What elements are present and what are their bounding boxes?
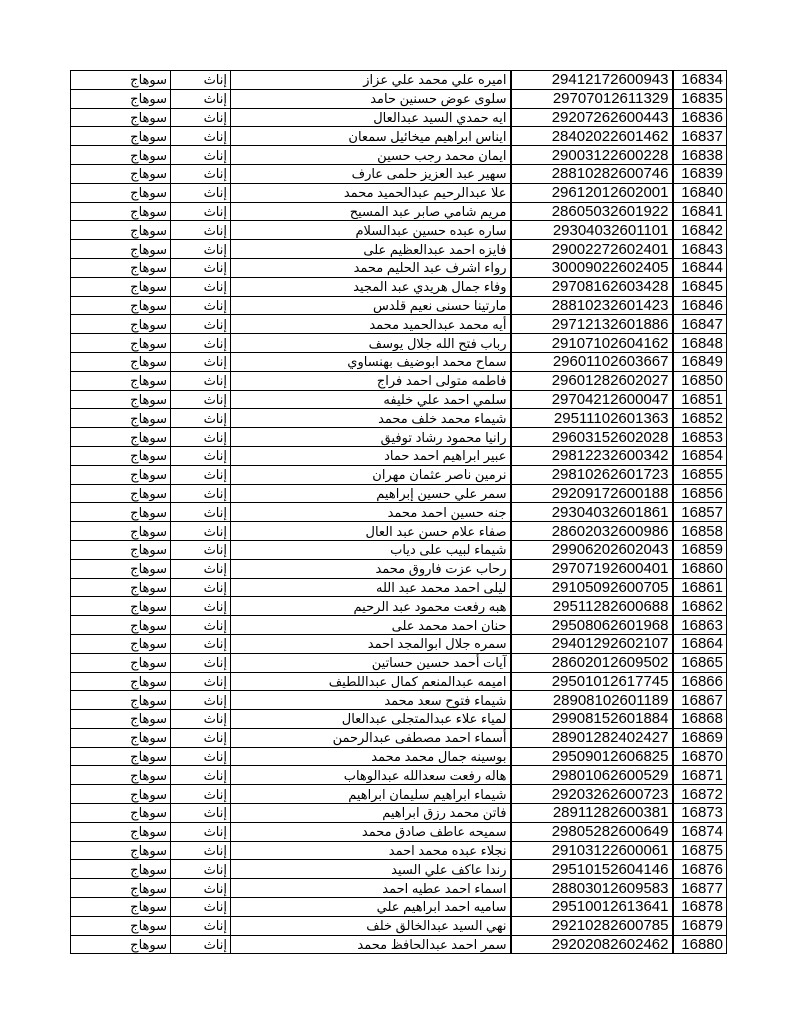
governorate-cell: سوهاج (71, 616, 171, 635)
national-id-cell: 28908102601189 (511, 691, 673, 710)
governorate-cell: سوهاج (71, 221, 171, 240)
gender-cell: إناث (171, 89, 231, 108)
name-cell: مريم شامي صابر عبد المسيح (231, 202, 511, 221)
national-id-cell: 29501012617745 (511, 672, 673, 691)
national-id-cell: 29105092600705 (511, 578, 673, 597)
name-cell: سمر احمد عبدالحافظ محمد (231, 935, 511, 954)
gender-cell: إناث (171, 334, 231, 353)
serial-number-cell: 16858 (673, 522, 727, 541)
serial-number-cell: 16853 (673, 428, 727, 447)
table-row (71, 258, 727, 277)
gender-cell: إناث (171, 221, 231, 240)
serial-number-cell: 16857 (673, 503, 727, 522)
governorate-cell: سوهاج (71, 841, 171, 860)
governorate-cell: سوهاج (71, 822, 171, 841)
table-row (71, 935, 727, 954)
table-row (71, 221, 727, 240)
national-id-cell: 28605032601922 (511, 202, 673, 221)
table-row (71, 634, 727, 653)
gender-cell: إناث (171, 352, 231, 371)
governorate-cell: سوهاج (71, 277, 171, 296)
table-row (71, 578, 727, 597)
table-row (71, 315, 727, 334)
gender-cell: إناث (171, 616, 231, 635)
gender-cell: إناث (171, 578, 231, 597)
name-cell: سلوى عوض حسنين حامد (231, 89, 511, 108)
name-cell: سلمي احمد علي خليفه (231, 390, 511, 409)
serial-number-cell: 16869 (673, 728, 727, 747)
governorate-cell: سوهاج (71, 522, 171, 541)
gender-cell: إناث (171, 465, 231, 484)
name-cell: نجلاء عبده محمد احمد (231, 841, 511, 860)
name-cell: ايناس ابراهيم ميخائيل سمعان (231, 127, 511, 146)
national-id-cell: 29908152601884 (511, 710, 673, 729)
governorate-cell: سوهاج (71, 916, 171, 935)
governorate-cell: سوهاج (71, 578, 171, 597)
serial-number-cell: 16842 (673, 221, 727, 240)
gender-cell: إناث (171, 916, 231, 935)
national-id-cell: 29304032601861 (511, 503, 673, 522)
table-row (71, 691, 727, 710)
table-row (71, 860, 727, 879)
serial-number-cell: 16846 (673, 296, 727, 315)
national-id-cell: 29801062600529 (511, 766, 673, 785)
governorate-cell: سوهاج (71, 540, 171, 559)
governorate-cell: سوهاج (71, 89, 171, 108)
gender-cell: إناث (171, 390, 231, 409)
name-cell: شيماء لبيب على دياب (231, 540, 511, 559)
serial-number-cell: 16860 (673, 559, 727, 578)
national-id-cell: 29601102603667 (511, 352, 673, 371)
governorate-cell: سوهاج (71, 258, 171, 277)
serial-number-cell: 16873 (673, 804, 727, 823)
serial-number-cell: 16880 (673, 935, 727, 954)
governorate-cell: سوهاج (71, 728, 171, 747)
national-id-cell: 29712132601886 (511, 315, 673, 334)
governorate-cell: سوهاج (71, 672, 171, 691)
governorate-cell: سوهاج (71, 785, 171, 804)
name-cell: اسماء احمد عطيه احمد (231, 879, 511, 898)
name-cell: ايه حمدي السيد عبدالعال (231, 108, 511, 127)
national-id-cell: 28402022601462 (511, 127, 673, 146)
governorate-cell: سوهاج (71, 334, 171, 353)
name-cell: ساميه احمد ابراهيم علي (231, 898, 511, 917)
table-row (71, 522, 727, 541)
name-cell: جنه حسين احمد محمد (231, 503, 511, 522)
national-id-cell: 29002272602401 (511, 240, 673, 259)
national-id-cell: 29810262601723 (511, 465, 673, 484)
governorate-cell: سوهاج (71, 710, 171, 729)
serial-number-cell: 16865 (673, 653, 727, 672)
serial-number-cell: 16855 (673, 465, 727, 484)
name-cell: شيماء محمد خلف محمد (231, 409, 511, 428)
serial-number-cell: 16867 (673, 691, 727, 710)
table-row (71, 465, 727, 484)
governorate-cell: سوهاج (71, 747, 171, 766)
table-row (71, 879, 727, 898)
name-cell: نهي السيد عبدالخالق خلف (231, 916, 511, 935)
gender-cell: إناث (171, 653, 231, 672)
table-row (71, 804, 727, 823)
serial-number-cell: 16848 (673, 334, 727, 353)
gender-cell: إناث (171, 522, 231, 541)
governorate-cell: سوهاج (71, 315, 171, 334)
table-row (71, 409, 727, 428)
national-id-cell: 28803012609583 (511, 879, 673, 898)
serial-number-cell: 16851 (673, 390, 727, 409)
national-id-cell: 29603152602028 (511, 428, 673, 447)
serial-number-cell: 16843 (673, 240, 727, 259)
table-row (71, 428, 727, 447)
governorate-cell: سوهاج (71, 503, 171, 522)
national-id-cell: 29707012611329 (511, 89, 673, 108)
gender-cell: إناث (171, 409, 231, 428)
serial-number-cell: 16849 (673, 352, 727, 371)
gender-cell: إناث (171, 691, 231, 710)
gender-cell: إناث (171, 240, 231, 259)
governorate-cell: سوهاج (71, 898, 171, 917)
serial-number-cell: 16871 (673, 766, 727, 785)
table-row (71, 446, 727, 465)
governorate-cell: سوهاج (71, 653, 171, 672)
gender-cell: إناث (171, 710, 231, 729)
gender-cell: إناث (171, 202, 231, 221)
table-row (71, 653, 727, 672)
table-row (71, 540, 727, 559)
national-id-cell: 29612012602001 (511, 183, 673, 202)
national-id-cell: 29511102601363 (511, 409, 673, 428)
gender-cell: إناث (171, 804, 231, 823)
name-cell: اميمه عبدالمنعم كمال عبداللطيف (231, 672, 511, 691)
governorate-cell: سوهاج (71, 879, 171, 898)
national-id-cell: 29210282600785 (511, 916, 673, 935)
gender-cell: إناث (171, 841, 231, 860)
table-row (71, 503, 727, 522)
serial-number-cell: 16872 (673, 785, 727, 804)
serial-number-cell: 16838 (673, 146, 727, 165)
national-id-cell: 29207262600443 (511, 108, 673, 127)
gender-cell: إناث (171, 446, 231, 465)
national-id-cell: 29304032601101 (511, 221, 673, 240)
gender-cell: إناث (171, 597, 231, 616)
gender-cell: إناث (171, 258, 231, 277)
gender-cell: إناث (171, 371, 231, 390)
governorate-cell: سوهاج (71, 409, 171, 428)
name-cell: ساره عبده حسين عبدالسلام (231, 221, 511, 240)
gender-cell: إناث (171, 785, 231, 804)
table-row (71, 728, 727, 747)
name-cell: بوسينه جمال محمد محمد (231, 747, 511, 766)
national-id-cell: 29412172600943 (511, 71, 673, 90)
national-id-cell: 29707192600401 (511, 559, 673, 578)
table-row (71, 352, 727, 371)
table-row (71, 747, 727, 766)
serial-number-cell: 16840 (673, 183, 727, 202)
national-id-cell: 29107102604162 (511, 334, 673, 353)
governorate-cell: سوهاج (71, 127, 171, 146)
name-cell: ايمان محمد رجب حسين (231, 146, 511, 165)
gender-cell: إناث (171, 559, 231, 578)
national-id-cell: 29708162603428 (511, 277, 673, 296)
name-cell: سمر علي حسين إبراهيم (231, 484, 511, 503)
governorate-cell: سوهاج (71, 428, 171, 447)
serial-number-cell: 16854 (673, 446, 727, 465)
gender-cell: إناث (171, 879, 231, 898)
table-row (71, 785, 727, 804)
gender-cell: إناث (171, 296, 231, 315)
table-row (71, 898, 727, 917)
governorate-cell: سوهاج (71, 691, 171, 710)
name-cell: حنان احمد محمد على (231, 616, 511, 635)
serial-number-cell: 16861 (673, 578, 727, 597)
gender-cell: إناث (171, 747, 231, 766)
gender-cell: إناث (171, 766, 231, 785)
serial-number-cell: 16839 (673, 164, 727, 183)
name-cell: فاتن محمد رزق ابراهيم (231, 804, 511, 823)
table-row (71, 559, 727, 578)
serial-number-cell: 16863 (673, 616, 727, 635)
governorate-cell: سوهاج (71, 559, 171, 578)
national-id-cell: 29103122600061 (511, 841, 673, 860)
governorate-cell: سوهاج (71, 390, 171, 409)
name-cell: ليلى احمد محمد عبد الله (231, 578, 511, 597)
governorate-cell: سوهاج (71, 352, 171, 371)
gender-cell: إناث (171, 71, 231, 90)
name-cell: سماح محمد ابوضيف بهنساوي (231, 352, 511, 371)
name-cell: رحاب عزت فاروق محمد (231, 559, 511, 578)
gender-cell: إناث (171, 540, 231, 559)
table-row (71, 822, 727, 841)
national-id-cell: 29509012606825 (511, 747, 673, 766)
table-row (71, 916, 727, 935)
table-row (71, 484, 727, 503)
governorate-cell: سوهاج (71, 371, 171, 390)
governorate-cell: سوهاج (71, 465, 171, 484)
gender-cell: إناث (171, 315, 231, 334)
national-id-cell: 28810232601423 (511, 296, 673, 315)
table-row (71, 597, 727, 616)
name-cell: علا عبدالرحيم عبدالحميد محمد (231, 183, 511, 202)
gender-cell: إناث (171, 634, 231, 653)
serial-number-cell: 16859 (673, 540, 727, 559)
table-row (71, 108, 727, 127)
name-cell: سميحه عاطف صادق محمد (231, 822, 511, 841)
name-cell: فاطمه متولى احمد فراج (231, 371, 511, 390)
gender-cell: إناث (171, 108, 231, 127)
governorate-cell: سوهاج (71, 860, 171, 879)
name-cell: نرمين ناصر عثمان مهران (231, 465, 511, 484)
name-cell: آيات أحمد حسين حساتين (231, 653, 511, 672)
gender-cell: إناث (171, 127, 231, 146)
governorate-cell: سوهاج (71, 804, 171, 823)
gender-cell: إناث (171, 164, 231, 183)
gender-cell: إناث (171, 935, 231, 954)
name-cell: اميره علي محمد علي عزاز (231, 71, 511, 90)
national-id-cell: 29510012613641 (511, 898, 673, 917)
table-row (71, 841, 727, 860)
gender-cell: إناث (171, 860, 231, 879)
national-id-cell: 29203262600723 (511, 785, 673, 804)
serial-number-cell: 16837 (673, 127, 727, 146)
national-id-cell: 29510152604146 (511, 860, 673, 879)
serial-number-cell: 16868 (673, 710, 727, 729)
governorate-cell: سوهاج (71, 146, 171, 165)
serial-number-cell: 16874 (673, 822, 727, 841)
name-cell: سمره جلال ابوالمجد احمد (231, 634, 511, 653)
table-row (71, 240, 727, 259)
serial-number-cell: 16844 (673, 258, 727, 277)
name-cell: رندا عاكف علي السيد (231, 860, 511, 879)
serial-number-cell: 16834 (673, 71, 727, 90)
records-table-body (71, 71, 727, 954)
name-cell: لمياء علاء عبدالمتجلى عبدالعال (231, 710, 511, 729)
national-id-cell: 29202082602462 (511, 935, 673, 954)
serial-number-cell: 16864 (673, 634, 727, 653)
name-cell: أيه محمد عبدالحميد محمد (231, 315, 511, 334)
table-row (71, 183, 727, 202)
name-cell: سهير عبد العزيز حلمى عارف (231, 164, 511, 183)
name-cell: صفاء علام حسن عبد العال (231, 522, 511, 541)
governorate-cell: سوهاج (71, 164, 171, 183)
gender-cell: إناث (171, 277, 231, 296)
gender-cell: إناث (171, 822, 231, 841)
table-row (71, 296, 727, 315)
serial-number-cell: 16870 (673, 747, 727, 766)
national-id-cell: 28810282600746 (511, 164, 673, 183)
serial-number-cell: 16852 (673, 409, 727, 428)
serial-number-cell: 16879 (673, 916, 727, 935)
serial-number-cell: 16866 (673, 672, 727, 691)
gender-cell: إناث (171, 898, 231, 917)
serial-number-cell: 16841 (673, 202, 727, 221)
national-id-cell: 29906202602043 (511, 540, 673, 559)
gender-cell: إناث (171, 503, 231, 522)
gender-cell: إناث (171, 146, 231, 165)
name-cell: هبه رفعت محمود عبد الرحيم (231, 597, 511, 616)
name-cell: رواء اشرف عبد الحليم محمد (231, 258, 511, 277)
governorate-cell: سوهاج (71, 766, 171, 785)
table-row (71, 127, 727, 146)
table-row (71, 672, 727, 691)
serial-number-cell: 16875 (673, 841, 727, 860)
national-id-cell: 29401292602107 (511, 634, 673, 653)
governorate-cell: سوهاج (71, 446, 171, 465)
table-row (71, 710, 727, 729)
table-row (71, 277, 727, 296)
name-cell: أسماء احمد مصطفى عبدالرحمن (231, 728, 511, 747)
name-cell: فايزه احمد عبدالعظيم على (231, 240, 511, 259)
table-row (71, 390, 727, 409)
national-id-cell: 29812232600342 (511, 446, 673, 465)
national-id-cell: 29209172600188 (511, 484, 673, 503)
serial-number-cell: 16836 (673, 108, 727, 127)
name-cell: رباب فتح الله جلال يوسف (231, 334, 511, 353)
governorate-cell: سوهاج (71, 71, 171, 90)
table-row (71, 616, 727, 635)
national-id-cell: 28911282600381 (511, 804, 673, 823)
name-cell: شيماء فتوح سعد محمد (231, 691, 511, 710)
governorate-cell: سوهاج (71, 202, 171, 221)
governorate-cell: سوهاج (71, 108, 171, 127)
national-id-cell: 29003122600228 (511, 146, 673, 165)
name-cell: مارتينا حسنى نعيم قلدس (231, 296, 511, 315)
records-table (70, 70, 727, 954)
governorate-cell: سوهاج (71, 240, 171, 259)
governorate-cell: سوهاج (71, 935, 171, 954)
governorate-cell: سوهاج (71, 634, 171, 653)
governorate-cell: سوهاج (71, 183, 171, 202)
gender-cell: إناث (171, 672, 231, 691)
table-row (71, 371, 727, 390)
national-id-cell: 29508062601968 (511, 616, 673, 635)
gender-cell: إناث (171, 484, 231, 503)
table-row (71, 766, 727, 785)
name-cell: رانيا محمود رشاد توفيق (231, 428, 511, 447)
national-id-cell: 29805282600649 (511, 822, 673, 841)
name-cell: شيماء ابراهيم سليمان ابراهيم (231, 785, 511, 804)
serial-number-cell: 16856 (673, 484, 727, 503)
table-row (71, 146, 727, 165)
name-cell: وفاء جمال هريدي عبد المجيد (231, 277, 511, 296)
gender-cell: إناث (171, 428, 231, 447)
serial-number-cell: 16845 (673, 277, 727, 296)
national-id-cell: 29511282600688 (511, 597, 673, 616)
governorate-cell: سوهاج (71, 484, 171, 503)
governorate-cell: سوهاج (71, 296, 171, 315)
name-cell: هاله رفعت سعدالله عبدالوهاب (231, 766, 511, 785)
serial-number-cell: 16878 (673, 898, 727, 917)
table-row (71, 89, 727, 108)
national-id-cell: 28602032600986 (511, 522, 673, 541)
national-id-cell: 29601282602027 (511, 371, 673, 390)
national-id-cell: 28901282402427 (511, 728, 673, 747)
serial-number-cell: 16847 (673, 315, 727, 334)
national-id-cell: 29704212600047 (511, 390, 673, 409)
name-cell: عبير ابراهيم احمد حماد (231, 446, 511, 465)
national-id-cell: 30009022602405 (511, 258, 673, 277)
serial-number-cell: 16862 (673, 597, 727, 616)
governorate-cell: سوهاج (71, 597, 171, 616)
table-row (71, 164, 727, 183)
table-row (71, 334, 727, 353)
gender-cell: إناث (171, 183, 231, 202)
table-row (71, 71, 727, 90)
serial-number-cell: 16835 (673, 89, 727, 108)
serial-number-cell: 16876 (673, 860, 727, 879)
serial-number-cell: 16877 (673, 879, 727, 898)
gender-cell: إناث (171, 728, 231, 747)
serial-number-cell: 16850 (673, 371, 727, 390)
table-row (71, 202, 727, 221)
national-id-cell: 28602012609502 (511, 653, 673, 672)
